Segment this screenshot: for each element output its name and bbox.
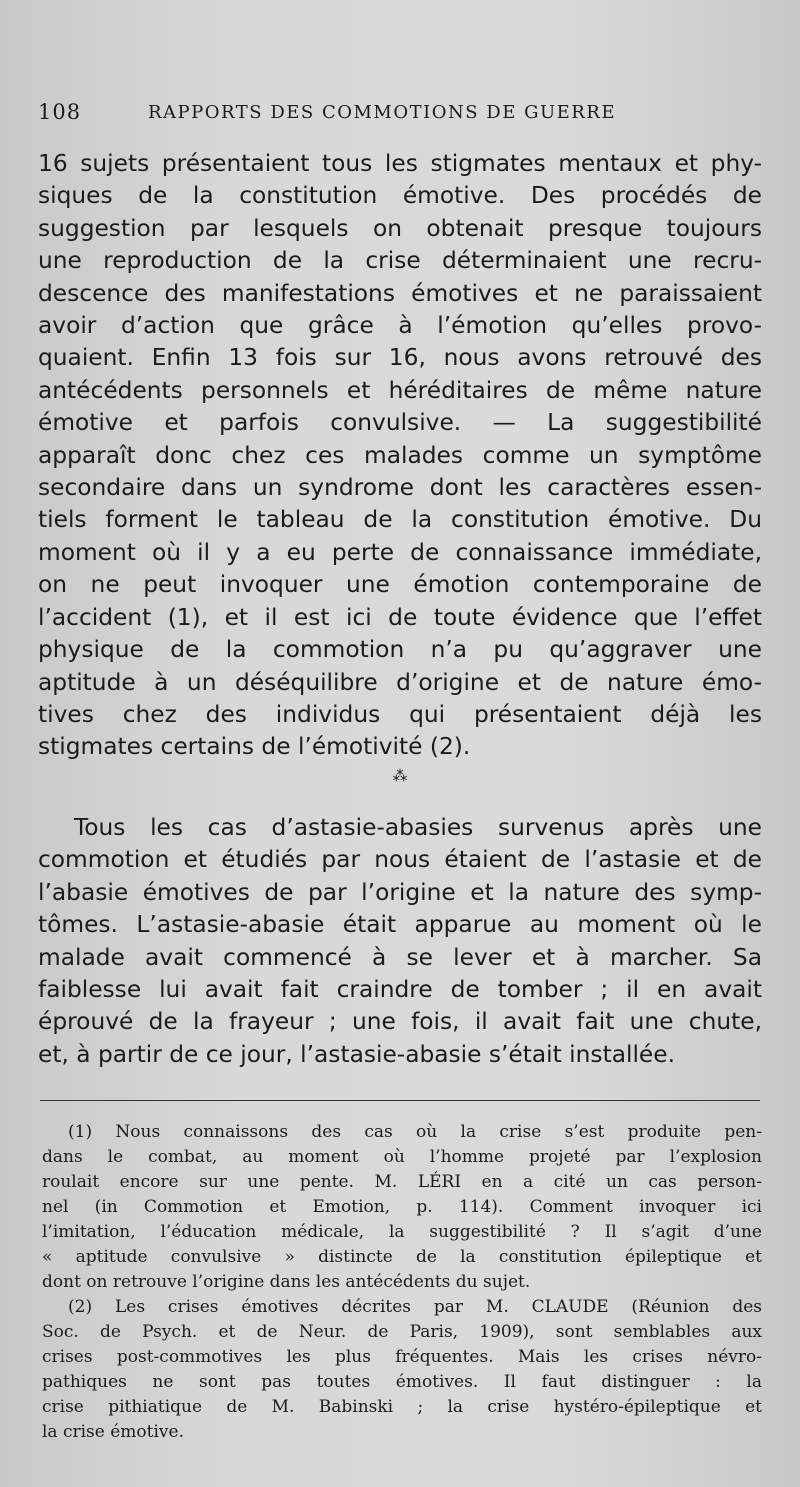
text-line: faiblesse lui avait fait craindre de tomber ; il en avait <box>38 976 762 1004</box>
text-line: stigmates certains de l’émotivité (2). <box>38 733 471 761</box>
footnote-line: la crise émotive. <box>42 1422 185 1442</box>
text-line: apparaît donc chez ces malades comme un symptôme <box>38 441 762 469</box>
footnote-rule <box>40 1100 760 1101</box>
text-line: éprouvé de la frayeur ; une fois, il avait fait une chute, <box>38 1008 762 1036</box>
paragraph-2 <box>38 812 762 1071</box>
text-line: Tous les cas d’astasie-abasies survenus après une <box>74 814 762 841</box>
text-line: quaient. Enfin 13 fois sur 16, nous avons retrouvé des <box>38 344 762 372</box>
text-line: l’accident (1), et il est ici de toute évidence que l’effet <box>38 603 762 631</box>
text-line: tives chez des individus qui présentaient déjà les <box>38 700 762 728</box>
footnote-line: (1) Nous connaissons des cas où la crise s’est produite pen- <box>68 1122 762 1142</box>
section-separator: ⁂ <box>392 767 408 785</box>
text-line: suggestion par lesquels on obtenait presque toujours <box>38 214 762 242</box>
text-line: on ne peut invoquer une émotion contemporaine de <box>38 571 762 599</box>
text-line: physique de la commotion n’a pu qu’aggraver une <box>38 636 762 664</box>
text-line: une reproduction de la crise déterminaient une recru- <box>38 247 762 275</box>
footnote-line: crises post-commotives les plus fréquentes. Mais les crises névro- <box>42 1347 762 1367</box>
footnotes <box>42 1120 762 1445</box>
page-number: 108 <box>38 100 82 124</box>
text-line: secondaire dans un syndrome dont les caractères essen- <box>38 474 762 502</box>
text-line: avoir d’action que grâce à l’émotion qu’elles provo- <box>38 312 762 340</box>
footnote-line: crise pithiatique de M. Babinski ; la crise hystéro-épileptique et <box>42 1397 762 1417</box>
footnote-line: dans le combat, au moment où l’homme projeté par l’explosion <box>42 1147 762 1167</box>
footnote-line: Soc. de Psych. et de Neur. de Paris, 1909), sont semblables aux <box>42 1322 762 1342</box>
footnote-line: l’imitation, l’éducation médicale, la suggestibilité ? Il s’agit d’une <box>42 1222 762 1242</box>
running-title: RAPPORTS DES COMMOTIONS DE GUERRE <box>148 102 616 123</box>
text-line: aptitude à un déséquilibre d’origine et de nature émo- <box>38 668 762 696</box>
footnote-line: nel (in Commotion et Emotion, p. 114). Comment invoquer ici <box>42 1197 762 1217</box>
text-line: malade avait commencé à se lever et à marcher. Sa <box>38 943 762 971</box>
text-line: tômes. L’astasie-abasie était apparue au moment où le <box>38 911 762 939</box>
text-line: et, à partir de ce jour, l’astasie-abasie s’était installée. <box>38 1040 675 1068</box>
text-line: émotive et parfois convulsive. — La suggestibilité <box>38 409 762 437</box>
text-line: siques de la constitution émotive. Des procédés de <box>38 182 762 210</box>
text-line: antécédents personnels et héréditaires de même nature <box>38 376 762 404</box>
text-line: 16 sujets présentaient tous les stigmates mentaux et phy- <box>38 150 762 177</box>
footnote-line: dont on retrouve l’origine dans les antécédents du sujet. <box>42 1272 531 1292</box>
footnote-line: roulait encore sur une pente. M. LÉRI en a cité un cas person- <box>42 1172 762 1192</box>
text-line: l’abasie émotives de par l’origine et la nature des symp- <box>38 878 762 906</box>
footnote-line: (2) Les crises émotives décrites par M. CLAUDE (Réunion des <box>68 1297 762 1317</box>
paragraph-1 <box>38 148 762 764</box>
footnote-line: pathiques ne sont pas toutes émotives. Il faut distinguer : la <box>42 1372 762 1392</box>
text-line: descence des manifestations émotives et ne paraissaient <box>38 279 762 307</box>
footnote-line: « aptitude convulsive » distincte de la constitution épileptique et <box>42 1247 762 1267</box>
text-line: tiels forment le tableau de la constitution émotive. Du <box>38 506 762 534</box>
text-line: commotion et étudiés par nous étaient de l’astasie et de <box>38 846 762 874</box>
text-line: moment où il y a eu perte de connaissance immédiate, <box>38 538 762 566</box>
